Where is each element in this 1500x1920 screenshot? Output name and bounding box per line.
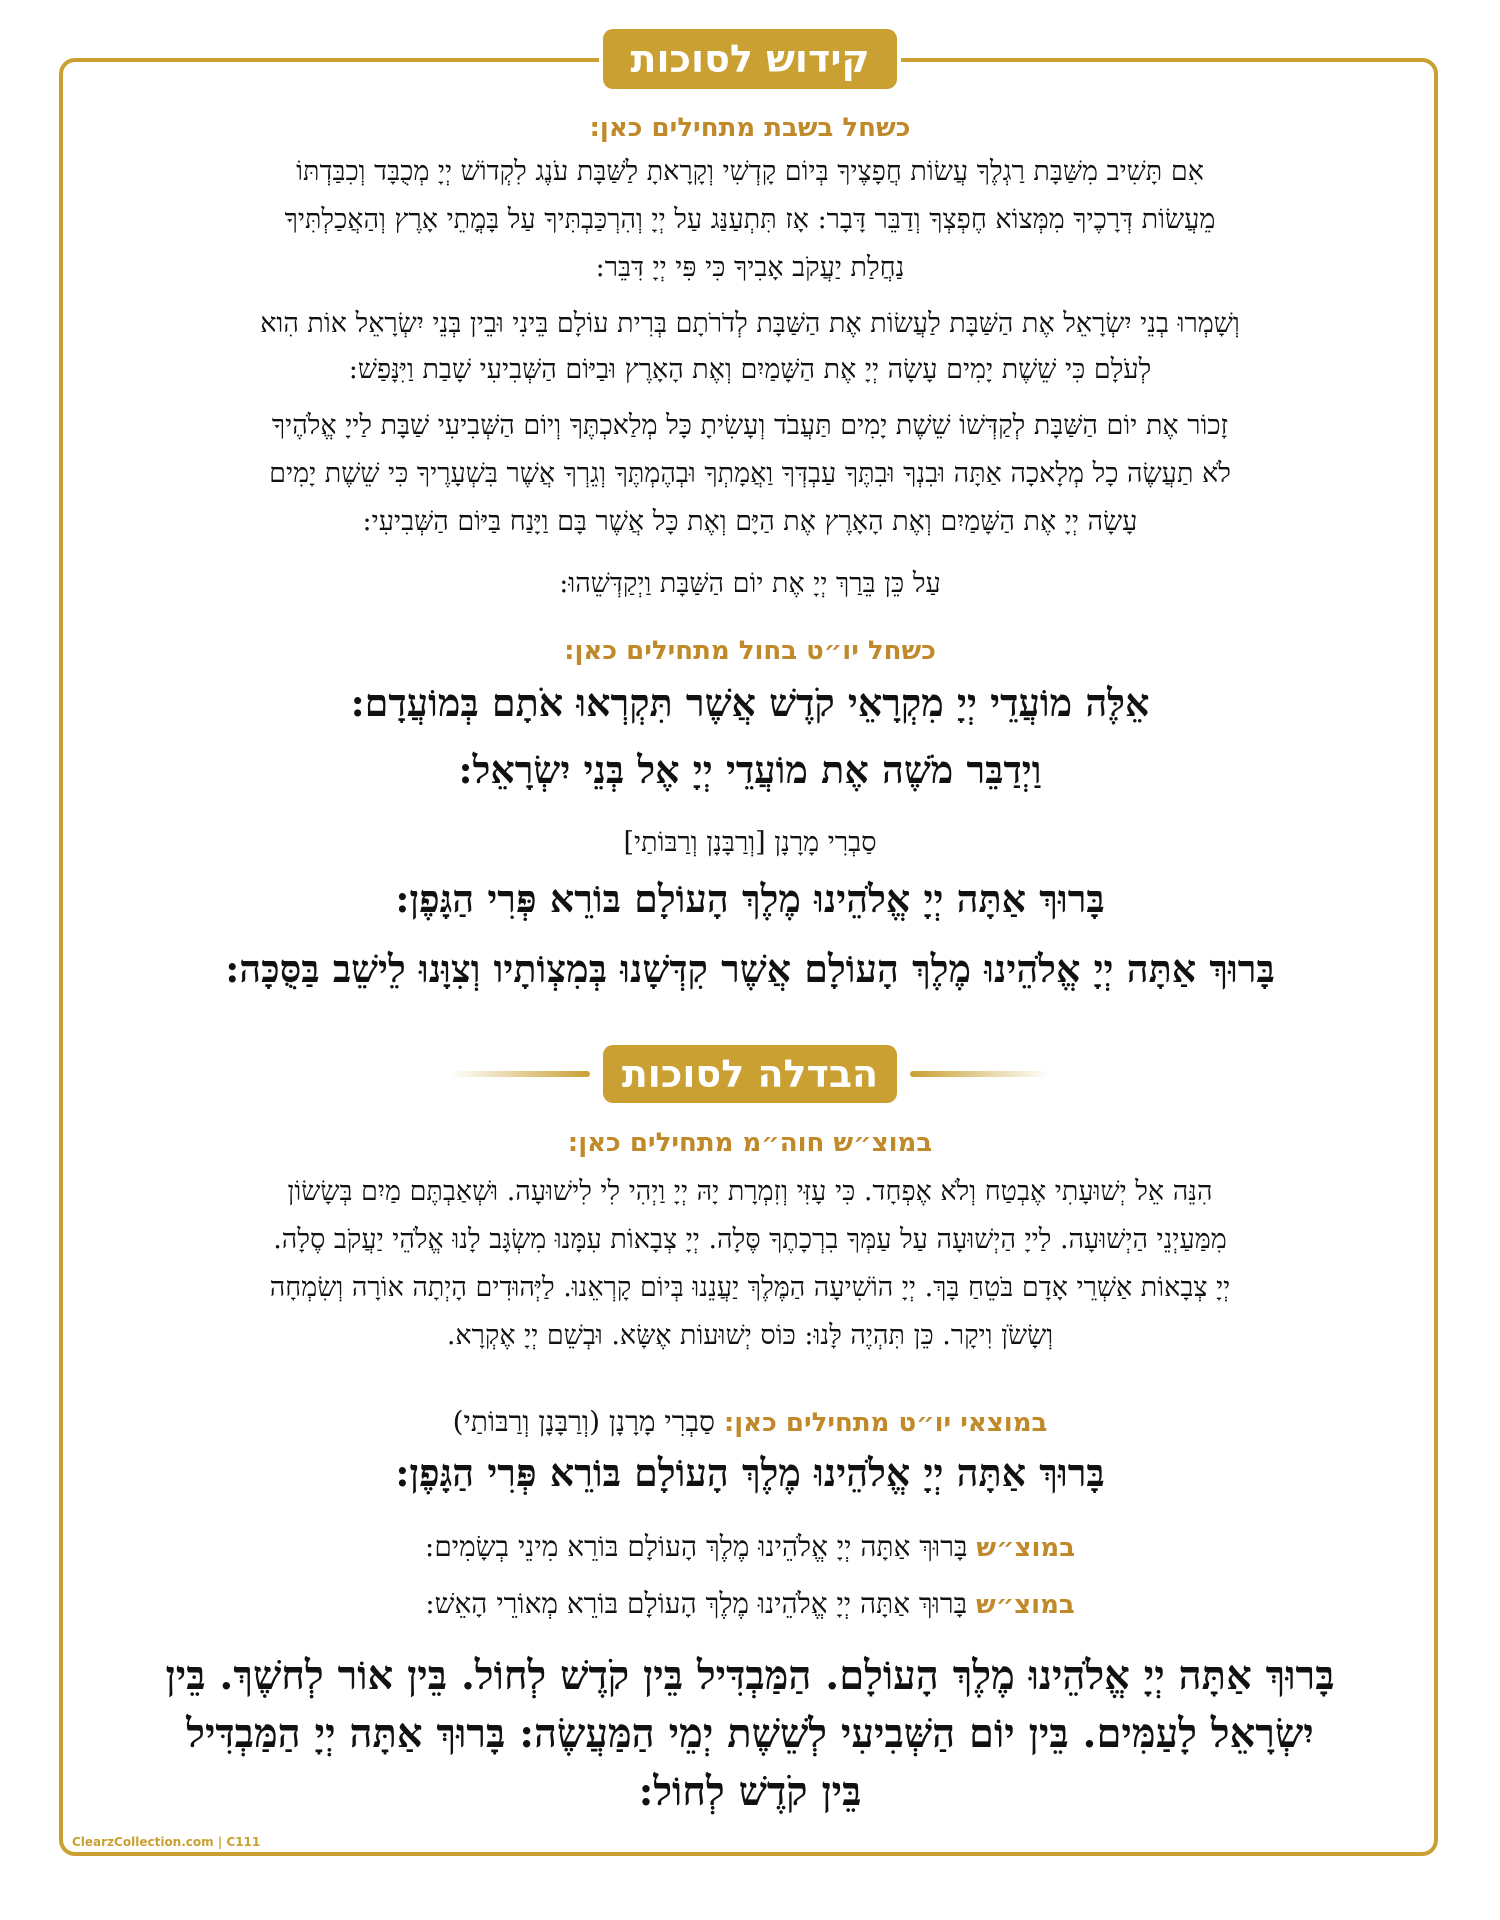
- hineh-line: יְיָ צְבָאוֹת אַשְׁרֵי אָדָם בֹּטֵחַ בָּךְ. יְיָ הוֹשִׁיעָה הַמֶּלֶךְ יַעֲנֵנוּ בְּיוֹם קָרְאֵנוּ. לַיְּהוּדִים הָיְתָה אוֹרָה וְשִׂמְחָה: [269, 1272, 1231, 1303]
- hamavdil-line: בֵּין קֹדֶשׁ לְחוֹל:: [638, 1768, 862, 1815]
- kiddush-text-line: אִם תָּשִׁיב מִשַּׁבָּת רַגְלֶךָ עֲשׂוֹת חֲפָצֶיךָ בְּיוֹם קָדְשִׁי וְקָרָאתָ לַשַּׁבָּת עֹנֶג לִקְדוֹשׁ יְיָ מְכֻבָּד וְכִבַּדְתּוֹ: [296, 156, 1204, 187]
- kiddush-text-line: מֵעֲשׂוֹת דְּרָכֶיךָ מִמְּצוֹא חֶפְצְךָ וְדַבֵּר דָּבָר: אָז תִּתְעַנַּג עַל יְיָ וְהִרְכַּבְתִּיךָ עַל בָּמֳתֵי אָרֶץ וְהַאֲכַלְתִּיךָ: [284, 204, 1216, 235]
- motzei-yt-line: [95, 1405, 1405, 1439]
- blessing-hagafen: בָּרוּךְ אַתָּה יְיָ אֱלֹהֵינוּ מֶלֶךְ הָעוֹלָם בּוֹרֵא פְּרִי הַגָּפֶן:: [395, 876, 1105, 921]
- eish-tag: במוצ״ש: [976, 1590, 1075, 1620]
- kiddush-text-line: זָכוֹר אֶת יוֹם הַשַּׁבָּת לְקַדְּשׁוֹ שֵׁשֶׁת יָמִים תַּעֲבֹד וְעָשִׂיתָ כָּל מְלַאכְתֶּךָ וְיוֹם הַשְּׁבִיעִי שַׁבָּת לַייָ אֱלֹהֶיךָ: [271, 410, 1229, 441]
- hineh-line: מִמַּעַיְנֵי הַיְשׁוּעָה. לַייָ הַיְשׁוּעָה עַל עַמְּךָ בִרְכָתֶךָ סֶּלָה. יְיָ צְבָאוֹת עִמָּנוּ מִשְׂגָּב לָנוּ אֱלֹהֵי יַעֲקֹב סֶלָה.: [273, 1224, 1227, 1255]
- savri-maranan: סַבְרִי מָרָנָן [וְרַבָּנָן וְרַבּוֹתַי]: [623, 827, 877, 858]
- hamavdil-line: יִשְׂרָאֵל לָעַמִּים. בֵּין יוֹם הַשְּׁבִיעִי לְשֵׁשֶׁת יְמֵי הַמַּעֲשֶׂה: בָּרוּךְ אַתָּה יְיָ הַמַּבְדִּיל: [186, 1710, 1314, 1757]
- weekday-header: כשחל יו״ט בחול מתחילים כאן:: [564, 636, 936, 666]
- besamim-tag: במוצ״ש: [976, 1533, 1076, 1563]
- havdalah-hagafen: בָּרוּךְ אַתָּה יְיָ אֱלֹהֵינוּ מֶלֶךְ הָעוֹלָם בּוֹרֵא פְּרִי הַגָּפֶן:: [395, 1450, 1105, 1495]
- footer-credit: ClearzCollection.com | C111: [72, 1835, 261, 1849]
- ornament-left: [450, 1071, 590, 1077]
- besamim-line: [95, 1530, 1405, 1564]
- ornament-right: [910, 1071, 1050, 1077]
- hamavdil-line: בָּרוּךְ אַתָּה יְיָ אֱלֹהֵינוּ מֶלֶךְ הָעוֹלָם. הַמַּבְדִּיל בֵּין קֹדֶשׁ לְחוֹל. בֵּין אוֹר לְחשֶׁךְ. בֵּין: [165, 1652, 1335, 1699]
- eish-line: [95, 1587, 1405, 1621]
- motzash-header: במוצ״ש חוה״מ מתחילים כאן:: [567, 1128, 933, 1158]
- kiddush-text-line: עַל כֵּן בֵּרַךְ יְיָ אֶת יוֹם הַשַּׁבָּת וַיְקַדְּשֵׁהוּ:: [559, 568, 941, 599]
- mouadim-line: אֵלֶּה מוֹעֲדֵי יְיָ מִקְרָאֵי קֹדֶשׁ אֲשֶׁר תִּקְרְאוּ אֹתָם בְּמוֹעֲדָם:: [350, 680, 1150, 725]
- kiddush-text-line: לְעֹלָם כִּי שֵׁשֶׁת יָמִים עָשָׂה יְיָ אֶת הַשָּׁמַיִם וְאֶת הָאָרֶץ וּבַיּוֹם הַשְּׁבִיעִי שָׁבַת וַיִּנָּפַשׁ:: [348, 354, 1152, 385]
- kiddush-title-banner: קידוש לסוכות: [603, 29, 897, 89]
- kiddush-text-line: עָשָׂה יְיָ אֶת הַשָּׁמַיִם וְאֶת הָאָרֶץ אֶת הַיָּם וְאֶת כָּל אֲשֶׁר בָּם וַיָּנַח בַּיּוֹם הַשְּׁבִיעִי:: [362, 506, 1138, 537]
- besamim-blessing: בָּרוּךְ אַתָּה יְיָ אֱלֹהֵינוּ מֶלֶךְ הָעוֹלָם בּוֹרֵא מִינֵי בְשָׂמִים:: [424, 1530, 968, 1563]
- hineh-line: וְשָׂשֹׂן וִיקָר. כֵּן תִּהְיֶה לָּנוּ: כּוֹס יְשׁוּעוֹת אֶשָּׂא. וּבְשֵׁם יְיָ אֶקְרָא.: [446, 1320, 1054, 1351]
- hineh-line: הִנֵּה אֵל יְשׁוּעָתִי אֶבְטַח וְלֹא אֶפְחָד. כִּי עָזִּי וְזִמְרָת יָהּ יְיָ וַיְהִי לִי לִישׁוּעָה. וּשְׁאַבְתֶּם מַיִם בְּשָׂשׂוֹן: [287, 1176, 1213, 1207]
- havdalah-savri: סַבְרִי מָרָנָן (וְרַבָּנָן וְרַבּוֹתַי): [452, 1405, 715, 1438]
- motzei-yt-header: במוצאי יו״ט מתחילים כאן:: [723, 1408, 1048, 1438]
- shabbat-header: כשחל בשבת מתחילים כאן:: [589, 113, 911, 143]
- eish-blessing: בָּרוּךְ אַתָּה יְיָ אֱלֹהֵינוּ מֶלֶךְ הָעוֹלָם בּוֹרֵא מְאוֹרֵי הָאֵשׁ:: [425, 1587, 968, 1620]
- kiddush-text-line: נַחֲלַת יַעֲקֹב אָבִיךָ כִּי פִּי יְיָ דִּבֵּר:: [595, 252, 905, 283]
- mouadim-line: וַיְדַבֵּר מֹשֶׁה אֶת מוֹעֲדֵי יְיָ אֶל בְּנֵי יִשְׂרָאֵל:: [458, 747, 1042, 792]
- blessing-leishev-basukkah: בָּרוּךְ אַתָּה יְיָ אֱלֹהֵינוּ מֶלֶךְ הָעוֹלָם אֲשֶׁר קִדְּשָׁנוּ בְּמִצְוֹתָיו וְצִוָּנוּ לֵישֵׁב בַּסֻּכָּה:: [225, 946, 1275, 991]
- kiddush-text-line: לֹא תַעֲשֶׂה כָל מְלָאכָה אַתָּה וּבִנְךָ וּבִתֶּךָ עַבְדְּךָ וַאֲמָתְךָ וּבְהֶמְתֶּךָ וְגֵרְךָ אֲשֶׁר בִּשְׁעָרֶיךָ כִּי שֵׁשֶׁת יָמִים: [269, 458, 1231, 489]
- havdalah-title-banner: הבדלה לסוכות: [603, 1045, 897, 1103]
- kiddush-text-line: וְשָׁמְרוּ בְנֵי יִשְׂרָאֵל אֶת הַשַּׁבָּת לַעֲשׂוֹת אֶת הַשַּׁבָּת לְדֹרֹתָם בְּרִית עוֹלָם בֵּינִי וּבֵין בְּנֵי יִשְׂרָאֵל אוֹת הִוא: [260, 308, 1240, 339]
